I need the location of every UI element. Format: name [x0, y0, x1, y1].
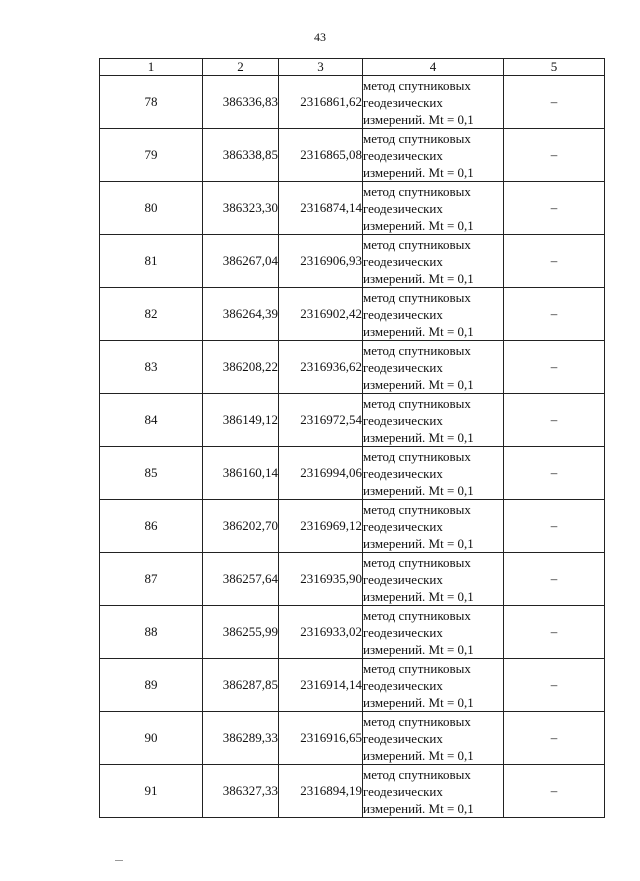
y-coordinate-cell: 2316902,42: [279, 288, 363, 341]
method-line: метод спутниковых: [363, 342, 471, 358]
y-coordinate-cell: 2316874,14: [279, 182, 363, 235]
method-cell: [363, 235, 504, 288]
method-cell: [363, 606, 504, 659]
method-cell: [363, 76, 504, 129]
method-line: геодезических: [363, 94, 443, 110]
x-coordinate-cell: 386149,12: [203, 394, 279, 447]
method-line: геодезических: [363, 306, 443, 322]
method-line: измерений. Mt = 0,1: [363, 535, 474, 551]
table-row: [100, 182, 605, 235]
y-coordinate-cell: 2316969,12: [279, 500, 363, 553]
point-number-cell: 84: [100, 394, 203, 447]
table-row: [100, 341, 605, 394]
method-line: метод спутниковых: [363, 766, 471, 782]
table-row: [100, 394, 605, 447]
x-coordinate-cell: 386257,64: [203, 553, 279, 606]
method-line: измерений. Mt = 0,1: [363, 694, 474, 710]
method-cell: [363, 394, 504, 447]
method-line: метод спутниковых: [363, 236, 471, 252]
method-line: измерений. Mt = 0,1: [363, 588, 474, 604]
table-row: [100, 606, 605, 659]
method-cell: [363, 447, 504, 500]
x-coordinate-cell: 386289,33: [203, 712, 279, 765]
point-number-cell: 89: [100, 659, 203, 712]
method-line: геодезических: [363, 253, 443, 269]
point-number-cell: 79: [100, 129, 203, 182]
method-line: геодезических: [363, 730, 443, 746]
method-line: метод спутниковых: [363, 660, 471, 676]
column-5-cell: –: [504, 553, 605, 606]
y-coordinate-cell: 2316916,65: [279, 712, 363, 765]
column-5-cell: –: [504, 659, 605, 712]
x-coordinate-cell: 386202,70: [203, 500, 279, 553]
method-line: метод спутниковых: [363, 448, 471, 464]
table-row: [100, 712, 605, 765]
x-coordinate-cell: 386267,04: [203, 235, 279, 288]
y-coordinate-cell: 2316914,14: [279, 659, 363, 712]
y-coordinate-cell: 2316972,54: [279, 394, 363, 447]
method-line: метод спутниковых: [363, 130, 471, 146]
point-number-cell: 91: [100, 765, 203, 818]
point-number-cell: 87: [100, 553, 203, 606]
method-cell: [363, 182, 504, 235]
point-number-cell: 86: [100, 500, 203, 553]
method-line: геодезических: [363, 465, 443, 481]
table-row: [100, 765, 605, 818]
method-line: геодезических: [363, 518, 443, 534]
method-line: измерений. Mt = 0,1: [363, 641, 474, 657]
column-header-1: 1: [100, 59, 203, 76]
column-5-cell: –: [504, 500, 605, 553]
method-line: геодезических: [363, 624, 443, 640]
method-line: геодезических: [363, 200, 443, 216]
table-row: [100, 553, 605, 606]
column-header-5: 5: [504, 59, 605, 76]
method-line: метод спутниковых: [363, 713, 471, 729]
column-5-cell: –: [504, 447, 605, 500]
table-header-row: [100, 59, 605, 76]
point-number-cell: 80: [100, 182, 203, 235]
column-5-cell: –: [504, 288, 605, 341]
point-number-cell: 82: [100, 288, 203, 341]
x-coordinate-cell: 386338,85: [203, 129, 279, 182]
method-line: измерений. Mt = 0,1: [363, 323, 474, 339]
method-line: геодезических: [363, 677, 443, 693]
method-line: геодезических: [363, 783, 443, 799]
method-line: геодезических: [363, 359, 443, 375]
table-body: [100, 76, 605, 818]
y-coordinate-cell: 2316933,02: [279, 606, 363, 659]
y-coordinate-cell: 2316894,19: [279, 765, 363, 818]
method-line: измерений. Mt = 0,1: [363, 111, 474, 127]
coordinates-table: [99, 58, 605, 818]
column-5-cell: –: [504, 765, 605, 818]
method-line: метод спутниковых: [363, 289, 471, 305]
method-cell: [363, 553, 504, 606]
y-coordinate-cell: 2316865,08: [279, 129, 363, 182]
method-cell: [363, 129, 504, 182]
table-row: [100, 288, 605, 341]
point-number-cell: 83: [100, 341, 203, 394]
column-header-3: 3: [279, 59, 363, 76]
column-5-cell: –: [504, 129, 605, 182]
table-row: [100, 76, 605, 129]
point-number-cell: 81: [100, 235, 203, 288]
method-line: метод спутниковых: [363, 501, 471, 517]
footer-mark: [115, 860, 123, 861]
method-line: измерений. Mt = 0,1: [363, 747, 474, 763]
method-line: измерений. Mt = 0,1: [363, 217, 474, 233]
method-cell: [363, 500, 504, 553]
method-line: измерений. Mt = 0,1: [363, 376, 474, 392]
x-coordinate-cell: 386255,99: [203, 606, 279, 659]
table-row: [100, 659, 605, 712]
method-line: метод спутниковых: [363, 183, 471, 199]
column-5-cell: –: [504, 341, 605, 394]
x-coordinate-cell: 386287,85: [203, 659, 279, 712]
method-line: измерений. Mt = 0,1: [363, 164, 474, 180]
y-coordinate-cell: 2316861,62: [279, 76, 363, 129]
method-cell: [363, 341, 504, 394]
method-cell: [363, 765, 504, 818]
y-coordinate-cell: 2316936,62: [279, 341, 363, 394]
method-line: геодезических: [363, 412, 443, 428]
method-line: геодезических: [363, 147, 443, 163]
method-line: измерений. Mt = 0,1: [363, 482, 474, 498]
point-number-cell: 85: [100, 447, 203, 500]
column-5-cell: –: [504, 394, 605, 447]
x-coordinate-cell: 386160,14: [203, 447, 279, 500]
method-cell: [363, 659, 504, 712]
method-line: измерений. Mt = 0,1: [363, 800, 474, 816]
method-line: метод спутниковых: [363, 554, 471, 570]
x-coordinate-cell: 386264,39: [203, 288, 279, 341]
y-coordinate-cell: 2316935,90: [279, 553, 363, 606]
column-5-cell: –: [504, 76, 605, 129]
table-row: [100, 447, 605, 500]
x-coordinate-cell: 386323,30: [203, 182, 279, 235]
method-line: метод спутниковых: [363, 607, 471, 623]
column-5-cell: –: [504, 712, 605, 765]
table-row: [100, 235, 605, 288]
column-5-cell: –: [504, 235, 605, 288]
x-coordinate-cell: 386336,83: [203, 76, 279, 129]
method-line: измерений. Mt = 0,1: [363, 270, 474, 286]
point-number-cell: 90: [100, 712, 203, 765]
column-5-cell: –: [504, 182, 605, 235]
point-number-cell: 88: [100, 606, 203, 659]
table-row: [100, 129, 605, 182]
method-line: измерений. Mt = 0,1: [363, 429, 474, 445]
method-line: метод спутниковых: [363, 77, 471, 93]
column-header-4: 4: [363, 59, 504, 76]
y-coordinate-cell: 2316994,06: [279, 447, 363, 500]
method-cell: [363, 712, 504, 765]
method-line: метод спутниковых: [363, 395, 471, 411]
x-coordinate-cell: 386327,33: [203, 765, 279, 818]
point-number-cell: 78: [100, 76, 203, 129]
y-coordinate-cell: 2316906,93: [279, 235, 363, 288]
column-header-2: 2: [203, 59, 279, 76]
column-5-cell: –: [504, 606, 605, 659]
x-coordinate-cell: 386208,22: [203, 341, 279, 394]
method-cell: [363, 288, 504, 341]
table-row: [100, 500, 605, 553]
method-line: геодезических: [363, 571, 443, 587]
page-number: 43: [314, 30, 326, 44]
